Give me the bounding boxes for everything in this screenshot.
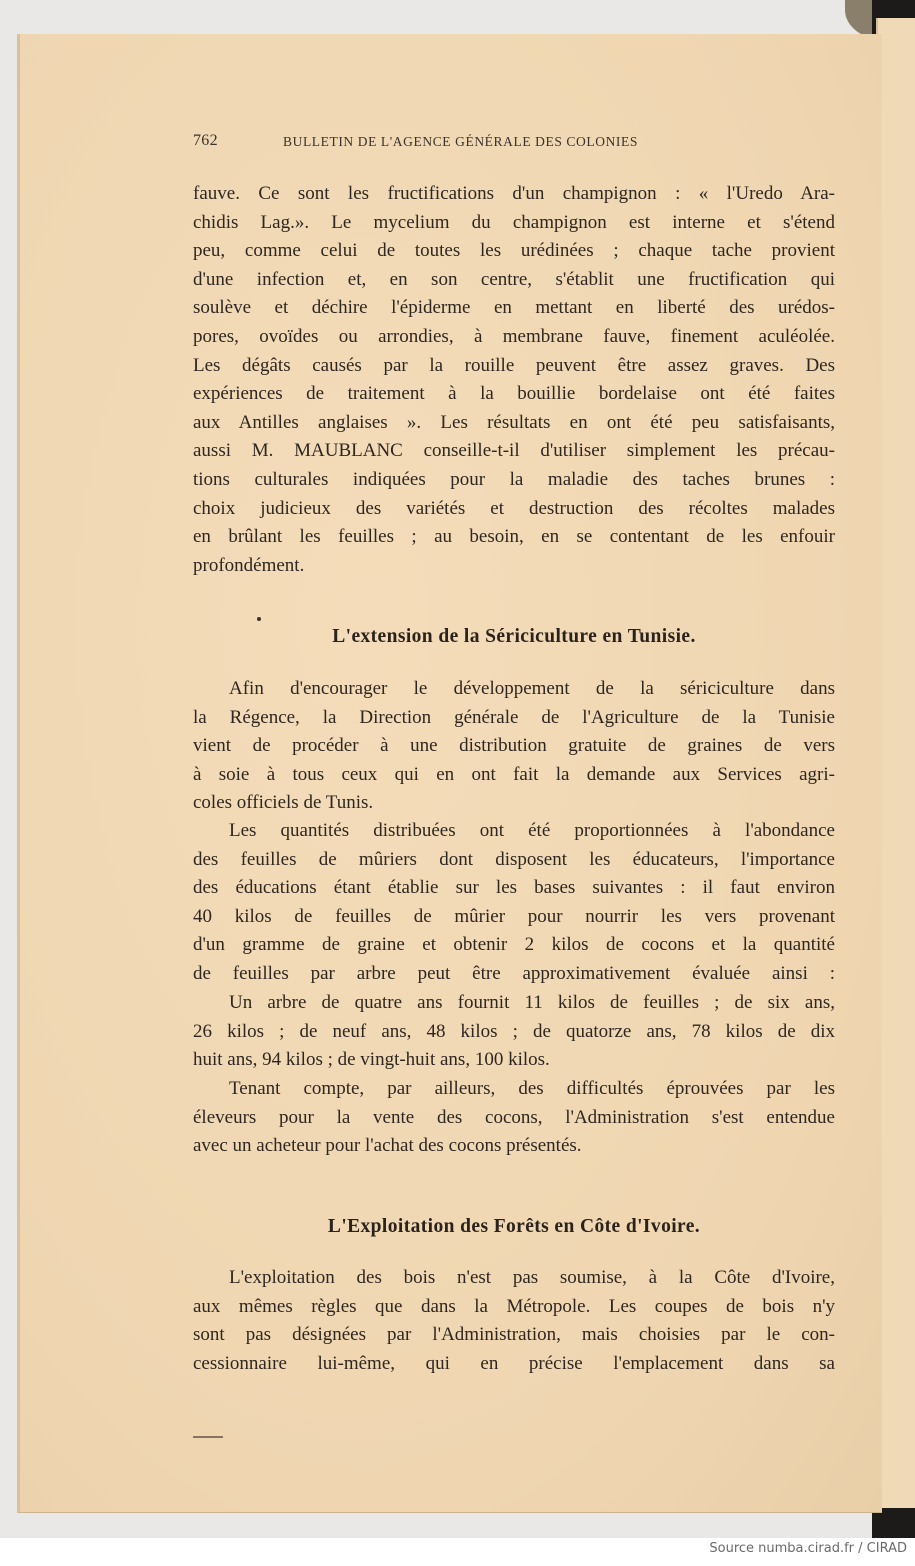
text-line: L'exploitation des bois n'est pas soumise, à la Côte d'Ivoire, — [229, 1267, 835, 1288]
text-line: Tenant compte, par ailleurs, des difficultés éprouvées par les — [229, 1078, 835, 1099]
text-line: des feuilles de mûriers dont disposent les éducateurs, l'importance — [193, 848, 835, 870]
text-line: fauve. Ce sont les fructifications d'un champignon : « l'Uredo Ara- — [193, 183, 835, 204]
text-line: pores, ovoïdes ou arrondies, à membrane fauve, finement aculéolée. — [193, 325, 835, 347]
section-heading-sericulture: L'extension de la Sériciculture en Tunisie. — [332, 626, 696, 647]
text-line: à soie à tous ceux qui en ont fait la demande aux Services agri- — [193, 763, 835, 785]
text-line: sont pas désignées par l'Administration, mais choisies par le con- — [193, 1324, 835, 1346]
sericulture-paragraph-1 — [193, 675, 835, 818]
sericulture-paragraph-3 — [193, 989, 835, 1075]
section-1-continuation — [193, 180, 835, 580]
text-line: vient de procéder à une distribution gratuite de graines de vers — [193, 735, 835, 757]
print-mark — [193, 1436, 223, 1438]
running-header — [193, 132, 833, 150]
text-line: la Régence, la Direction générale de l'Agriculture de la Tunisie — [193, 706, 835, 728]
text-line: soulève et déchire l'épiderme en mettant en liberté des urédos- — [193, 297, 835, 319]
text-line: des éducations étant établie sur les bases suivantes : il faut environ — [193, 877, 835, 899]
text-line: aussi M. MAUBLANC conseille-t-il d'utiliser simplement les précau- — [193, 440, 835, 462]
text-line: aux Antilles anglaises ». Les résultats en ont été peu satisfaisants, — [193, 411, 835, 433]
running-title: BULLETIN DE L'AGENCE GÉNÉRALE DES COLONIES — [283, 134, 638, 149]
text-line: 26 kilos ; de neuf ans, 48 kilos ; de quatorze ans, 78 kilos de dix — [193, 1020, 835, 1042]
sericulture-paragraph-2 — [193, 817, 835, 989]
sericulture-paragraph-4 — [193, 1075, 835, 1161]
text-line: avec un acheteur pour l'achat des cocons présentés. — [193, 1135, 582, 1157]
text-line: Les dégâts causés par la rouille peuvent être assez graves. Des — [193, 354, 835, 376]
text-line: huit ans, 94 kilos ; de vingt-huit ans, 100 kilos. — [193, 1049, 550, 1071]
text-line: d'une infection et, en son centre, s'établit une fructification qui — [193, 268, 835, 290]
text-line: aux mêmes règles que dans la Métropole. Les coupes de bois n'y — [193, 1295, 835, 1317]
text-line: 40 kilos de feuilles de mûrier pour nourrir les vers provenant — [193, 905, 835, 927]
text-line: d'un gramme de graine et obtenir 2 kilos de cocons et la quantité — [193, 934, 835, 956]
text-line: éleveurs pour la vente des cocons, l'Administration s'est entendue — [193, 1106, 835, 1128]
text-line: tions culturales indiquées pour la maladie des taches brunes : — [193, 468, 835, 490]
text-line: choix judicieux des variétés et destruction des récoltes malades — [193, 497, 835, 519]
source-credit: Source numba.cirad.fr / CIRAD — [709, 1541, 907, 1556]
text-line: peu, comme celui de toutes les urédinées ; chaque tache provient — [193, 240, 835, 262]
text-line: Un arbre de quatre ans fournit 11 kilos de feuilles ; de six ans, — [229, 992, 835, 1013]
text-line: de feuilles par arbre peut être approximativement évaluée ainsi : — [193, 962, 835, 984]
section-heading-forests: L'Exploitation des Forêts en Côte d'Ivoire. — [327, 1216, 701, 1237]
text-line: cessionnaire lui-même, qui en précise l'emplacement dans sa — [193, 1352, 835, 1374]
print-speck — [257, 617, 261, 621]
text-line: Les quantités distribuées ont été proportionnées à l'abondance — [229, 820, 835, 841]
text-line: chidis Lag.». Le mycelium du champignon est interne et s'étend — [193, 211, 835, 233]
page-number: 762 — [193, 132, 218, 149]
text-line: coles officiels de Tunis. — [193, 792, 374, 814]
text-line: expériences de traitement à la bouillie bordelaise ont été faites — [193, 383, 835, 405]
text-line: profondément. — [193, 554, 305, 576]
text-line: Afin d'encourager le développement de la sériciculture dans — [229, 678, 835, 699]
forests-paragraph-1 — [193, 1264, 835, 1378]
text-line: en brûlant les feuilles ; au besoin, en se contentant de les enfouir — [193, 526, 835, 548]
